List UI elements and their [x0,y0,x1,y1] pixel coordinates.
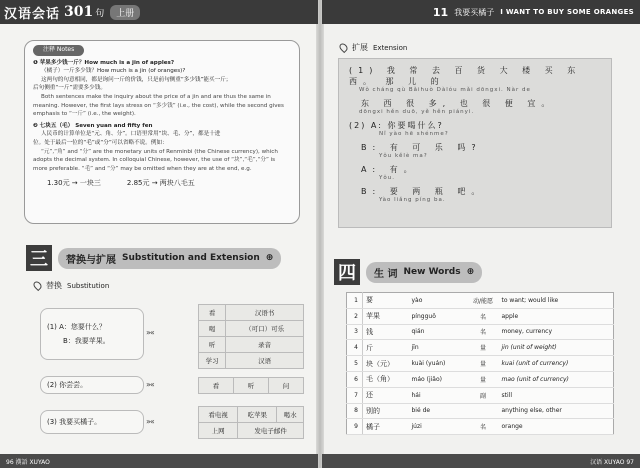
word-n: 3 [347,324,363,340]
word-pos: 副 [465,387,499,403]
note2-examples [33,179,291,188]
grid-cell: 上网 [199,423,238,439]
grid-cell: 看电视 [199,407,238,423]
grid-cell: 吃苹果 [238,407,277,423]
word-pos: 名 [465,308,499,324]
word-p: bié de [409,403,465,419]
word-p: qián [409,324,465,340]
note1-en-1: Both sentences make the inquiry about the price of a jin and are thus the same in [41,93,271,100]
word-p: píngguǒ [409,308,465,324]
extension-label-en: Extension [373,43,408,52]
extension-label-cn: 扩展 [352,43,368,52]
note2-en-2: adopts the decimal system. In colloquial Chinese, however, the use of “块”,“毛”,“分” is [33,157,276,164]
word-pos: 量 [465,371,499,387]
note2-cn-1: 人民币的计算单位是“元、角、分”。口语里常用“块、毛、分”，都是十进 [41,131,221,138]
left-page-number: 96 漢語 XUYAO [6,458,50,466]
pin-icon [338,42,349,53]
note2-en-1: “元”,“角” and “分” are the monetary units of Renminbi (the Chinese currency), which [41,148,278,155]
example-2: 2.85元 → 两块八毛五 [126,179,195,188]
word-n: 6 [347,371,363,387]
notes-tab: 注释 Notes [33,45,84,56]
note2-en-3: more preferable. “毛” and “分” may be omitted when they are at the end, e.g. [33,165,252,172]
lesson-title-cn: 我要买橘子 [454,7,495,17]
word-row [347,340,614,356]
note2-title: ❷ 七块五（毛） Seven yuan and fifty fen [33,122,153,129]
word-e: kuai (unit of currency) [499,356,614,372]
section3-title-en: Substitution and Extension [122,253,260,263]
sub1-answer: B：我要苹果。 [63,337,110,345]
word-w: 毛（角） [363,371,409,387]
grid-cell: 问 [269,378,304,394]
word-n: 2 [347,308,363,324]
note2-cn-2: 位。处于最后一位的“毛”或“分”可以省略不说。例如： [33,139,168,146]
note1-en-3: emphasis to “一斤” (i.e., the weight). [33,111,136,118]
arrows-icon: »« [146,380,154,389]
book-suffix: 句 [95,8,105,19]
lesson-title-en: I WANT TO BUY SOME ORANGES [500,8,634,16]
section3-badge: 三 [26,245,52,271]
word-e: jin (unit of weight) [499,340,614,356]
section4-badge: 四 [334,259,360,285]
word-w: 块（元） [363,356,409,372]
book-spine [316,0,324,468]
left-footer [0,454,318,468]
lesson-number: 11 [432,5,449,19]
word-row [347,324,614,340]
word-pos: 量 [465,356,499,372]
sub2-grid [198,377,304,394]
word-w: 斤 [363,340,409,356]
word-row [347,308,614,324]
word-w: 要 [363,293,409,309]
ext-pinyin-3: Nǐ yào hē shénme? [379,131,449,137]
volume-tag: 上册 [110,5,140,20]
word-w: 橘子 [363,419,409,435]
note1-title: ❶ 苹果多少钱一斤？How much is a jin of apples? [33,59,175,66]
section4-title [366,262,482,283]
book-title: 汉语会话 [4,6,61,22]
word-n: 9 [347,419,363,435]
word-e: to want; would like [499,293,614,309]
grid-cell: （可口）可乐 [226,321,304,337]
word-p: hái [409,387,465,403]
grid-cell: 看 [199,378,234,394]
section3-heading [26,244,281,272]
ext-pinyin-5: Yǒu. [379,175,395,181]
ext-pinyin-2: dōngxi hěn duō, yě hěn piányi. [359,109,475,115]
sub1-grid [198,304,304,369]
ext-line-1: (1) 我 常 去 百 货 大 楼 买 东 西。 那 儿 的 [349,66,582,86]
word-e: still [499,387,614,403]
right-header [322,0,640,24]
word-e: orange [499,419,614,435]
note1-cn-2: 后句侧重“一斤”需要多少钱。 [33,85,106,92]
grid-cell: 听 [199,337,226,353]
word-pos [465,403,499,419]
substitution-3 [40,410,144,434]
substitution-label [34,280,109,291]
grid-cell: 喝 [199,321,226,337]
word-row [347,356,614,372]
arrows-icon: »« [146,328,154,337]
ext-pinyin-6: Yào liǎng píng ba. [379,197,446,203]
sub2-sentence: (2) 你尝尝。 [47,381,88,389]
grid-cell: 汉语 [226,353,304,369]
right-footer [322,454,640,468]
grid-cell: 听 [234,378,269,394]
grid-cell: 学习 [199,353,226,369]
word-n: 1 [347,293,363,309]
new-words-table [346,292,614,435]
note1-sub: （橘子）一斤多少钱？How much is a jin (of oranges)? [41,68,186,75]
ext-line-6: B: 要 两 瓶 吧。 [361,187,486,196]
notes-box [24,40,300,224]
sub1-question: (1) A：您要什么？ [47,323,106,331]
ext-pinyin-4: Yǒu kělè ma? [379,153,428,159]
left-header [0,0,318,24]
section3-title [58,248,281,269]
ext-line-4: B: 有 可 乐 吗? [361,143,482,152]
word-row [347,387,614,403]
word-row [347,293,614,309]
word-p: máo (jiǎo) [409,371,465,387]
word-row [347,403,614,419]
grid-cell: 发电子邮件 [238,423,304,439]
audio-icon[interactable]: ⊕ [466,267,475,277]
grid-cell: 看 [199,305,226,321]
word-row [347,371,614,387]
substitution-label-cn: 替换 [46,281,62,290]
substitution-1 [40,308,144,360]
word-pos: 名 [465,419,499,435]
arrows-icon: »« [146,417,154,426]
ext-pinyin-1: Wǒ cháng qù Bǎihuò Dàlóu mǎi dōngxi. Nàr de [359,87,531,93]
substitution-label-en: Substitution [67,281,110,290]
note1-en-2: meaning. However, the first lays stress on “多少钱” (i.e., the cost), while the second gives [33,102,284,109]
word-p: yào [409,293,465,309]
note1-cn-1: 这两句的句意相同，都是询问一斤的价钱，只是前句侧重“多少钱”能买一斤； [41,76,232,83]
word-p: jīn [409,340,465,356]
grid-cell: 录音 [226,337,304,353]
ext-line-3: (2) A: 你要喝什么? [349,121,444,130]
extension-label [340,42,407,53]
word-w: 别的 [363,403,409,419]
word-p: júzi [409,419,465,435]
word-w: 还 [363,387,409,403]
word-w: 苹果 [363,308,409,324]
ext-line-5: A: 有。 [361,165,418,174]
extension-box [338,58,612,228]
substitution-2 [40,376,144,394]
word-n: 8 [347,403,363,419]
word-p: kuài (yuán) [409,356,465,372]
word-e: money, currency [499,324,614,340]
section3-title-cn: 替换与扩展 [66,254,116,266]
sub3-sentence: (3) 我要买橘子。 [47,418,102,426]
book-number: 301 [64,4,94,20]
word-e: anything else, other [499,403,614,419]
word-e: mao (unit of currency) [499,371,614,387]
word-row [347,419,614,435]
section4-title-en: New Words [403,267,461,277]
grid-cell: 汉语书 [226,305,304,321]
pin-icon [32,280,43,291]
word-pos: 名 [465,324,499,340]
right-page-number: 汉语 XUYAO 97 [590,458,634,466]
section4-title-cn: 生 词 [374,268,398,280]
audio-icon[interactable]: ⊕ [265,253,274,263]
sub3-grid [198,406,304,439]
grid-cell: 喝水 [277,407,304,423]
word-pos: 动/能愿 [465,293,499,309]
word-n: 5 [347,356,363,372]
section4-heading [334,258,482,286]
example-1: 1.30元 → 一块三 [47,179,101,188]
word-pos: 量 [465,340,499,356]
word-e: apple [499,308,614,324]
word-n: 7 [347,387,363,403]
word-w: 钱 [363,324,409,340]
ext-line-2: 东 西 很 多, 也 很 便 宜。 [361,99,556,108]
word-n: 4 [347,340,363,356]
